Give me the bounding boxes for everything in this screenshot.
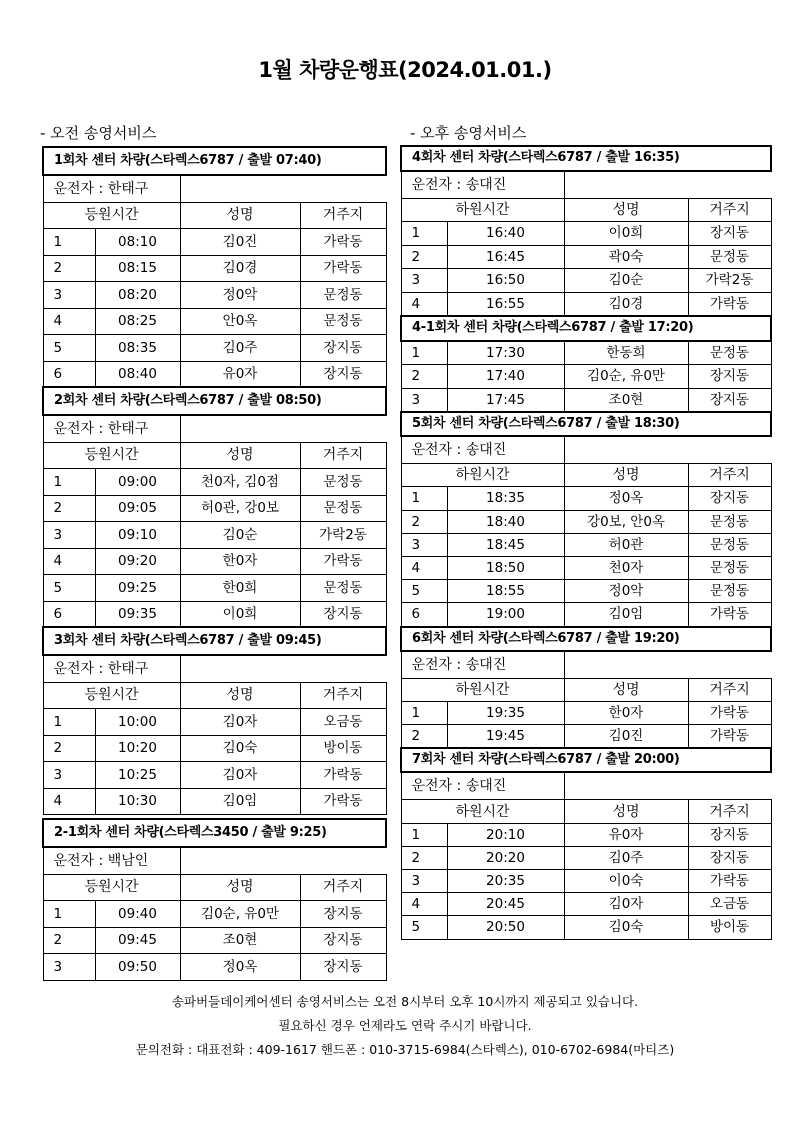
- row-number: 2: [401, 365, 447, 389]
- column-address: 거주지: [688, 198, 771, 222]
- residence: 장지동: [300, 927, 386, 954]
- residence: 가락동: [300, 229, 386, 256]
- column-header-row: [43, 682, 386, 709]
- pickup-time: 09:05: [95, 495, 180, 522]
- column-name: 성명: [180, 442, 300, 469]
- residence: 방이동: [300, 735, 386, 762]
- table-row: [401, 533, 771, 556]
- residence: 오금동: [688, 893, 771, 916]
- row-number: 1: [401, 341, 447, 365]
- column-header-row: [43, 874, 386, 901]
- row-number: 6: [401, 603, 447, 627]
- column-time: 등원시간: [43, 874, 180, 901]
- row-number: 1: [43, 469, 95, 496]
- passenger-name: 이0희: [180, 601, 300, 628]
- row-number: 1: [401, 701, 447, 724]
- pickup-time: 16:55: [447, 292, 564, 316]
- driver-blank-cell: [564, 651, 771, 679]
- schedule-table-t5: [400, 411, 772, 940]
- passenger-name: 이0희: [564, 222, 688, 246]
- residence: 장지동: [688, 823, 771, 846]
- passenger-name: 김0경: [180, 255, 300, 282]
- table-row: [401, 510, 771, 533]
- column-time: 등원시간: [43, 442, 180, 469]
- table-row: [43, 575, 386, 602]
- table-row: [43, 229, 386, 256]
- column-address: 거주지: [688, 800, 771, 823]
- passenger-name: 김0주: [180, 335, 300, 362]
- column-header-row: [401, 198, 771, 222]
- table-row: [43, 709, 386, 736]
- residence: 가락동: [300, 548, 386, 575]
- pickup-time: 09:10: [95, 522, 180, 549]
- table-row: [43, 601, 386, 628]
- residence: 가락동: [688, 870, 771, 893]
- table-row: [401, 222, 771, 246]
- driver-blank-cell: [564, 436, 771, 464]
- table-header-row: [401, 146, 771, 171]
- passenger-name: 조0현: [564, 388, 688, 412]
- residence: 문정동: [300, 282, 386, 309]
- pickup-time: 09:50: [95, 954, 180, 981]
- pickup-time: 16:45: [447, 245, 564, 269]
- row-number: 2: [401, 245, 447, 269]
- pickup-time: 18:40: [447, 510, 564, 533]
- passenger-name: 김0자: [564, 893, 688, 916]
- column-time: 등원시간: [43, 202, 180, 229]
- passenger-name: 김0순: [180, 522, 300, 549]
- vehicle-header: 1회차 센터 차량(스타렉스6787 / 출발 07:40): [43, 147, 386, 175]
- footer-line-hours: 송파버들데이케어센터 송영서비스는 오전 8시부터 오후 10시까지 제공되고 있습니다.: [171, 994, 639, 1009]
- table-row: [43, 762, 386, 789]
- pickup-time: 20:45: [447, 893, 564, 916]
- table-row: [43, 308, 386, 335]
- passenger-name: 정0악: [564, 580, 688, 603]
- pickup-time: 20:35: [447, 870, 564, 893]
- table-row: [401, 341, 771, 365]
- column-address: 거주지: [300, 442, 386, 469]
- driver-label: 운전자 : 송대진: [401, 171, 564, 199]
- row-number: 1: [401, 222, 447, 246]
- row-number: 3: [43, 282, 95, 309]
- column-address: 거주지: [688, 464, 771, 487]
- column-header-row: [43, 442, 386, 469]
- passenger-name: 김0숙: [564, 916, 688, 939]
- pickup-time: 17:30: [447, 341, 564, 365]
- pickup-time: 16:50: [447, 269, 564, 293]
- row-number: 3: [401, 870, 447, 893]
- row-number: 4: [43, 308, 95, 335]
- table-header-row: [401, 412, 771, 436]
- pickup-time: 08:40: [95, 361, 180, 388]
- table-row: [401, 556, 771, 579]
- residence: 장지동: [688, 222, 771, 246]
- pickup-time: 10:00: [95, 709, 180, 736]
- schedule-table-t2: [42, 386, 387, 628]
- row-number: 2: [43, 927, 95, 954]
- table-row: [401, 725, 771, 749]
- residence: 방이동: [688, 916, 771, 939]
- vehicle-header: 4-1회차 센터 차량(스타렉스6787 / 출발 17:20): [401, 316, 771, 341]
- residence: 장지동: [688, 487, 771, 510]
- row-number: 1: [401, 823, 447, 846]
- table-row: [401, 388, 771, 412]
- pickup-time: 10:20: [95, 735, 180, 762]
- footer-line-phone: 문의전화 : 대표전화 : 409-1617 핸드폰 : 010-3715-6984(스타렉스), 010-6702-6984(마티즈): [135, 1042, 675, 1057]
- pickup-time: 08:20: [95, 282, 180, 309]
- row-number: 1: [43, 229, 95, 256]
- residence: 장지동: [688, 388, 771, 412]
- table-row: [43, 282, 386, 309]
- residence: 문정동: [688, 341, 771, 365]
- residence: 장지동: [300, 954, 386, 981]
- passenger-name: 한0자: [180, 548, 300, 575]
- row-number: 4: [43, 788, 95, 815]
- row-number: 1: [43, 901, 95, 928]
- row-number: 1: [401, 487, 447, 510]
- residence: 가락동: [300, 255, 386, 282]
- table-row: [43, 788, 386, 815]
- passenger-name: 유0자: [180, 361, 300, 388]
- column-time: 하원시간: [401, 800, 564, 823]
- passenger-name: 한동희: [564, 341, 688, 365]
- table-header-row: [401, 316, 771, 341]
- row-number: 6: [43, 601, 95, 628]
- passenger-name: 김0순, 유0만: [564, 365, 688, 389]
- table-row: [401, 487, 771, 510]
- row-number: 5: [401, 580, 447, 603]
- driver-row: [401, 171, 771, 199]
- vehicle-header: 3회차 센터 차량(스타렉스6787 / 출발 09:45): [43, 627, 386, 655]
- passenger-name: 정0악: [180, 282, 300, 309]
- pickup-time: 18:50: [447, 556, 564, 579]
- table-row: [43, 735, 386, 762]
- footer-line-contact-request: 필요하신 경우 언제라도 연락 주시기 바랍니다.: [278, 1018, 532, 1033]
- table-row: [43, 954, 386, 981]
- column-address: 거주지: [300, 202, 386, 229]
- row-number: 3: [43, 522, 95, 549]
- driver-label: 운전자 : 송대진: [401, 436, 564, 464]
- pickup-time: 10:25: [95, 762, 180, 789]
- passenger-name: 김0주: [564, 846, 688, 869]
- table-row: [401, 823, 771, 846]
- row-number: 4: [43, 548, 95, 575]
- pickup-time: 09:40: [95, 901, 180, 928]
- passenger-name: 유0자: [564, 823, 688, 846]
- passenger-name: 김0자: [180, 762, 300, 789]
- passenger-name: 허0관: [564, 533, 688, 556]
- residence: 장지동: [688, 365, 771, 389]
- table-header-row: [43, 147, 386, 175]
- pickup-time: 08:25: [95, 308, 180, 335]
- table-row: [43, 469, 386, 496]
- schedule-table-t21: [42, 818, 387, 981]
- row-number: 3: [401, 269, 447, 293]
- table-row: [43, 548, 386, 575]
- pickup-time: 09:25: [95, 575, 180, 602]
- residence: 가락2동: [688, 269, 771, 293]
- residence: 장지동: [688, 846, 771, 869]
- residence: 가락동: [300, 788, 386, 815]
- residence: 문정동: [688, 556, 771, 579]
- row-number: 1: [43, 709, 95, 736]
- passenger-name: 조0현: [180, 927, 300, 954]
- row-number: 2: [401, 846, 447, 869]
- table-row: [401, 701, 771, 724]
- row-number: 2: [401, 510, 447, 533]
- schedule-table-t4: [400, 145, 772, 412]
- footer: [0, 990, 810, 1062]
- driver-blank-cell: [564, 772, 771, 800]
- row-number: 2: [43, 495, 95, 522]
- table-row: [43, 335, 386, 362]
- table-header-row: [43, 627, 386, 655]
- page-title: 1월 차량운행표(2024.01.01.): [258, 58, 552, 82]
- residence: 문정동: [688, 510, 771, 533]
- column-time: 하원시간: [401, 198, 564, 222]
- table-row: [43, 927, 386, 954]
- passenger-name: 김0순: [564, 269, 688, 293]
- pickup-time: 20:20: [447, 846, 564, 869]
- passenger-name: 정0옥: [564, 487, 688, 510]
- column-address: 거주지: [688, 678, 771, 701]
- pickup-time: 18:45: [447, 533, 564, 556]
- column-name: 성명: [564, 198, 688, 222]
- row-number: 4: [401, 292, 447, 316]
- driver-label: 운전자 : 한태구: [43, 175, 180, 203]
- passenger-name: 김0진: [180, 229, 300, 256]
- morning-section-label: - 오전 송영서비스: [40, 124, 157, 142]
- table-row: [401, 870, 771, 893]
- pickup-time: 09:20: [95, 548, 180, 575]
- residence: 문정동: [300, 575, 386, 602]
- column-header-row: [401, 678, 771, 701]
- column-time: 하원시간: [401, 464, 564, 487]
- table-row: [43, 901, 386, 928]
- table-row: [43, 495, 386, 522]
- table-row: [43, 522, 386, 549]
- column-name: 성명: [180, 874, 300, 901]
- table-header-row: [43, 387, 386, 415]
- passenger-name: 김0임: [180, 788, 300, 815]
- pickup-time: 16:40: [447, 222, 564, 246]
- pickup-time: 08:15: [95, 255, 180, 282]
- pickup-time: 08:10: [95, 229, 180, 256]
- table-row: [401, 269, 771, 293]
- pickup-time: 20:10: [447, 823, 564, 846]
- driver-label: 운전자 : 한태구: [43, 655, 180, 683]
- residence: 문정동: [300, 308, 386, 335]
- column-time: 하원시간: [401, 678, 564, 701]
- pickup-time: 08:35: [95, 335, 180, 362]
- schedule-table-t3: [42, 626, 387, 815]
- passenger-name: 정0옥: [180, 954, 300, 981]
- column-name: 성명: [564, 464, 688, 487]
- passenger-name: 강0보, 안0옥: [564, 510, 688, 533]
- residence: 가락동: [300, 762, 386, 789]
- row-number: 4: [401, 893, 447, 916]
- driver-row: [43, 655, 386, 683]
- row-number: 5: [43, 335, 95, 362]
- table-header-row: [401, 748, 771, 772]
- column-name: 성명: [180, 202, 300, 229]
- residence: 가락2동: [300, 522, 386, 549]
- driver-label: 운전자 : 한태구: [43, 415, 180, 443]
- passenger-name: 허0관, 강0보: [180, 495, 300, 522]
- residence: 가락동: [688, 701, 771, 724]
- passenger-name: 안0옥: [180, 308, 300, 335]
- residence: 문정동: [688, 245, 771, 269]
- driver-row: [43, 847, 386, 875]
- pickup-time: 18:35: [447, 487, 564, 510]
- pickup-time: 09:00: [95, 469, 180, 496]
- driver-blank-cell: [180, 175, 386, 203]
- column-header-row: [43, 202, 386, 229]
- residence: 장지동: [300, 335, 386, 362]
- driver-blank-cell: [564, 171, 771, 199]
- column-name: 성명: [180, 682, 300, 709]
- passenger-name: 한0자: [564, 701, 688, 724]
- residence: 문정동: [688, 533, 771, 556]
- table-row: [401, 846, 771, 869]
- table-row: [401, 893, 771, 916]
- row-number: 6: [43, 361, 95, 388]
- pickup-time: 17:40: [447, 365, 564, 389]
- driver-label: 운전자 : 송대진: [401, 772, 564, 800]
- passenger-name: 김0경: [564, 292, 688, 316]
- passenger-name: 이0숙: [564, 870, 688, 893]
- row-number: 2: [43, 735, 95, 762]
- residence: 가락동: [688, 603, 771, 627]
- table-row: [401, 365, 771, 389]
- vehicle-header: 2회차 센터 차량(스타렉스6787 / 출발 08:50): [43, 387, 386, 415]
- row-number: 3: [401, 533, 447, 556]
- driver-row: [401, 772, 771, 800]
- driver-label: 운전자 : 송대진: [401, 651, 564, 679]
- column-header-row: [401, 464, 771, 487]
- column-time: 등원시간: [43, 682, 180, 709]
- driver-row: [43, 175, 386, 203]
- passenger-name: 곽0숙: [564, 245, 688, 269]
- table-row: [401, 916, 771, 939]
- residence: 오금동: [300, 709, 386, 736]
- residence: 장지동: [300, 361, 386, 388]
- pickup-time: 19:00: [447, 603, 564, 627]
- vehicle-header: 7회차 센터 차량(스타렉스6787 / 출발 20:00): [401, 748, 771, 772]
- driver-label: 운전자 : 백남인: [43, 847, 180, 875]
- residence: 가락동: [688, 292, 771, 316]
- table-header-row: [43, 819, 386, 847]
- residence: 문정동: [300, 469, 386, 496]
- driver-row: [43, 415, 386, 443]
- schedule-table-t1: [42, 146, 387, 388]
- driver-blank-cell: [180, 847, 386, 875]
- table-row: [401, 245, 771, 269]
- pickup-time: 09:45: [95, 927, 180, 954]
- column-name: 성명: [564, 800, 688, 823]
- pickup-time: 09:35: [95, 601, 180, 628]
- column-address: 거주지: [300, 874, 386, 901]
- driver-blank-cell: [180, 415, 386, 443]
- pickup-time: 19:35: [447, 701, 564, 724]
- table-row: [401, 603, 771, 627]
- row-number: 2: [43, 255, 95, 282]
- driver-row: [401, 436, 771, 464]
- table-row: [401, 292, 771, 316]
- table-row: [43, 361, 386, 388]
- residence: 문정동: [688, 580, 771, 603]
- driver-blank-cell: [180, 655, 386, 683]
- pickup-time: 18:55: [447, 580, 564, 603]
- row-number: 2: [401, 725, 447, 749]
- table-header-row: [401, 627, 771, 651]
- passenger-name: 김0순, 유0만: [180, 901, 300, 928]
- passenger-name: 김0임: [564, 603, 688, 627]
- residence: 가락동: [688, 725, 771, 749]
- passenger-name: 천0자: [564, 556, 688, 579]
- passenger-name: 김0자: [180, 709, 300, 736]
- residence: 장지동: [300, 901, 386, 928]
- passenger-name: 김0숙: [180, 735, 300, 762]
- pickup-time: 10:30: [95, 788, 180, 815]
- passenger-name: 김0진: [564, 725, 688, 749]
- row-number: 3: [401, 388, 447, 412]
- pickup-time: 20:50: [447, 916, 564, 939]
- vehicle-header: 2-1회차 센터 차량(스타렉스3450 / 출발 9:25): [43, 819, 386, 847]
- column-address: 거주지: [300, 682, 386, 709]
- row-number: 3: [43, 762, 95, 789]
- passenger-name: 한0희: [180, 575, 300, 602]
- table-row: [43, 255, 386, 282]
- table-row: [401, 580, 771, 603]
- pickup-time: 19:45: [447, 725, 564, 749]
- row-number: 3: [43, 954, 95, 981]
- row-number: 4: [401, 556, 447, 579]
- residence: 문정동: [300, 495, 386, 522]
- vehicle-header: 5회차 센터 차량(스타렉스6787 / 출발 18:30): [401, 412, 771, 436]
- passenger-name: 천0자, 김0점: [180, 469, 300, 496]
- row-number: 5: [43, 575, 95, 602]
- column-header-row: [401, 800, 771, 823]
- pickup-time: 17:45: [447, 388, 564, 412]
- row-number: 5: [401, 916, 447, 939]
- residence: 장지동: [300, 601, 386, 628]
- column-name: 성명: [564, 678, 688, 701]
- afternoon-section-label: - 오후 송영서비스: [410, 124, 527, 142]
- driver-row: [401, 651, 771, 679]
- vehicle-header: 4회차 센터 차량(스타렉스6787 / 출발 16:35): [401, 146, 771, 171]
- vehicle-header: 6회차 센터 차량(스타렉스6787 / 출발 19:20): [401, 627, 771, 651]
